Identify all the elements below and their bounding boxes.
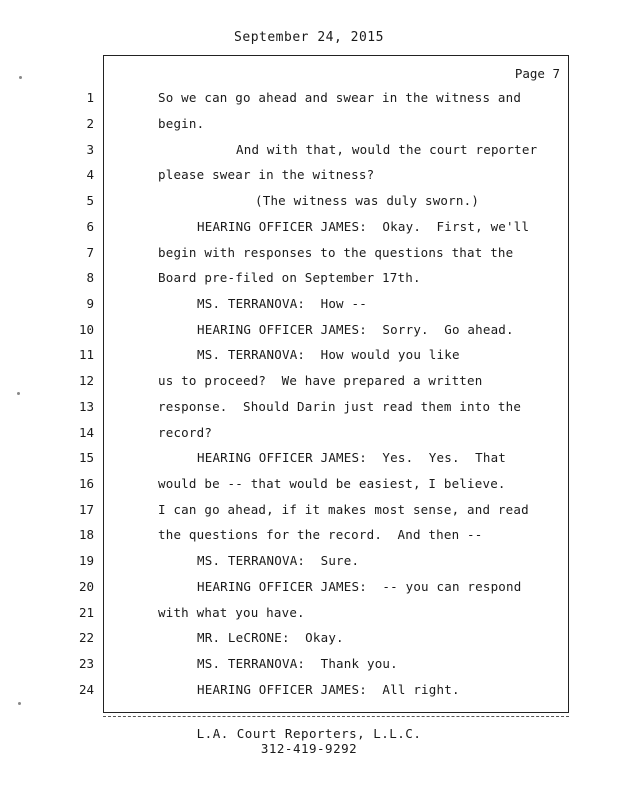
line-number: 7 xyxy=(86,245,94,260)
transcript-line: please swear in the witness? xyxy=(158,167,375,182)
transcript-line: And with that, would the court reporter xyxy=(236,142,538,157)
line-number: 14 xyxy=(78,425,94,440)
line-number: 21 xyxy=(78,605,94,620)
transcript-line: HEARING OFFICER JAMES: All right. xyxy=(197,682,460,697)
transcript-line: HEARING OFFICER JAMES: Okay. First, we'll xyxy=(197,219,530,234)
transcript-line: Board pre-filed on September 17th. xyxy=(158,270,421,285)
line-number: 10 xyxy=(78,322,94,337)
line-number: 5 xyxy=(86,193,94,208)
line-number: 16 xyxy=(78,476,94,491)
transcript-line: MS. TERRANOVA: How -- xyxy=(197,296,367,311)
scan-speck xyxy=(17,392,20,395)
line-number: 11 xyxy=(78,347,94,362)
line-number: 3 xyxy=(86,142,94,157)
line-number: 23 xyxy=(78,656,94,671)
footer-phone: 312-419-9292 xyxy=(260,741,358,756)
transcript-line: (The witness was duly sworn.) xyxy=(255,193,480,208)
line-number: 4 xyxy=(86,167,94,182)
line-number: 15 xyxy=(78,450,94,465)
transcript-line: I can go ahead, if it makes most sense, and read xyxy=(158,502,529,517)
line-number: 18 xyxy=(78,527,94,542)
line-number: 17 xyxy=(78,502,94,517)
transcript-line: HEARING OFFICER JAMES: Sorry. Go ahead. xyxy=(197,322,514,337)
line-number: 13 xyxy=(78,399,94,414)
transcript-line: HEARING OFFICER JAMES: Yes. Yes. That xyxy=(197,450,507,465)
line-number: 1 xyxy=(86,90,94,105)
transcript-line: would be -- that would be easiest, I believe. xyxy=(158,476,506,491)
transcript-line: MS. TERRANOVA: How would you like xyxy=(197,347,460,362)
line-number: 8 xyxy=(86,270,94,285)
transcript-line: begin. xyxy=(158,116,205,131)
transcript-line: us to proceed? We have prepared a written xyxy=(158,373,483,388)
line-number: 19 xyxy=(78,553,94,568)
transcript-line: with what you have. xyxy=(158,605,305,620)
transcript-line: MR. LeCRONE: Okay. xyxy=(197,630,344,645)
transcript-line: begin with responses to the questions that the xyxy=(158,245,514,260)
page-number: Page 7 xyxy=(514,66,560,81)
line-number: 22 xyxy=(78,630,94,645)
line-number: 20 xyxy=(78,579,94,594)
line-number: 12 xyxy=(78,373,94,388)
transcript-line: MS. TERRANOVA: Thank you. xyxy=(197,656,398,671)
scan-speck xyxy=(19,76,22,79)
transcript-line: the questions for the record. And then -- xyxy=(158,527,483,542)
footer-firm-name: L.A. Court Reporters, L.L.C. xyxy=(196,726,422,741)
transcript-line: HEARING OFFICER JAMES: -- you can respond xyxy=(197,579,522,594)
transcript-line: response. Should Darin just read them into the xyxy=(158,399,522,414)
line-number: 24 xyxy=(78,682,94,697)
transcript-line: MS. TERRANOVA: Sure. xyxy=(197,553,360,568)
transcript-line: record? xyxy=(158,425,213,440)
line-number: 9 xyxy=(86,296,94,311)
transcript-line: So we can go ahead and swear in the witness and xyxy=(158,90,522,105)
line-number: 2 xyxy=(86,116,94,131)
line-number: 6 xyxy=(86,219,94,234)
header-date: September 24, 2015 xyxy=(234,30,384,45)
scan-speck xyxy=(18,702,21,705)
